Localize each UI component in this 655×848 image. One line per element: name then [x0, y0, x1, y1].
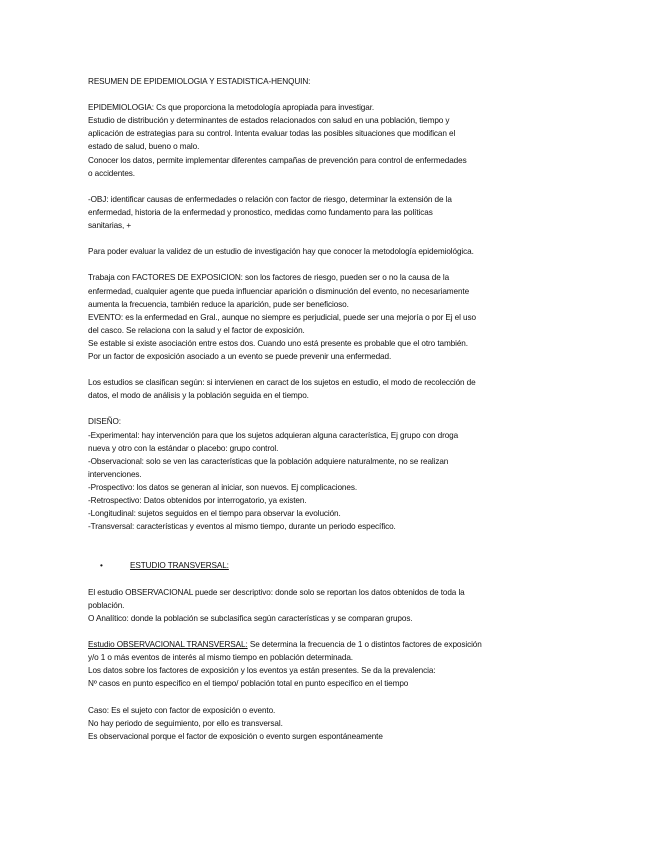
text-line: [88, 638, 578, 651]
text-line: [88, 677, 578, 690]
text-line: [88, 481, 578, 494]
underlined-heading: ESTUDIO TRANSVERSAL:: [130, 561, 229, 571]
line-text: El estudio OBSERVACIONAL puede ser descriptivo: donde solo se reportan los datos obtenidos de toda la: [88, 587, 465, 597]
underlined-heading: Estudio OBSERVACIONAL TRANSVERSAL:: [88, 640, 248, 650]
text-line: [88, 114, 578, 127]
text-line: [88, 140, 578, 153]
blank-line: [88, 690, 578, 703]
line-text: del casco. Se relaciona con la salud y el factor de exposición.: [88, 325, 305, 335]
text-line: [88, 442, 578, 455]
text-line: [88, 730, 578, 743]
line-text: datos, el modo de análisis y la población seguida en el tiempo.: [88, 391, 309, 401]
line-text: Por un factor de exposición asociado a un evento se puede prevenir una enfermedad.: [88, 351, 392, 361]
line-text: enfermedad, cualquier agente que pueda influenciar aparición o disminución del evento, no necesariamente: [88, 286, 470, 296]
line-text: Estudio de distribución y determinantes de estados relacionados con salud en una población, tiempo y: [88, 116, 450, 126]
text-line: [88, 612, 578, 625]
text-line: [88, 717, 578, 730]
blank-line: [88, 546, 578, 559]
line-text: No hay periodo de seguimiento, por ello es transversal.: [88, 718, 283, 728]
blank-line: [88, 533, 578, 546]
text-line: [88, 193, 578, 206]
text-line: [88, 127, 578, 140]
text-line: [88, 245, 578, 258]
text-line: [88, 586, 578, 599]
text-line: [88, 704, 578, 717]
text-line: [88, 559, 578, 572]
text-line: [88, 520, 578, 533]
text-line: [88, 337, 578, 350]
line-text: Para poder evaluar la validez de un estudio de investigación hay que conocer la metodología epidemiológica.: [88, 247, 474, 257]
text-line: [88, 389, 578, 402]
blank-line: [88, 573, 578, 586]
blank-line: [88, 180, 578, 193]
text-line: [88, 154, 578, 167]
text-line: [88, 455, 578, 468]
line-text: Conocer los datos, permite implementar diferentes campañas de prevención para control de enfermedades: [88, 155, 467, 165]
blank-line: [88, 258, 578, 271]
line-text: EVENTO: es la enfermedad en Gral., aunque no siempre es perjudicial, puede ser una mejoría o por Ej el uso: [88, 312, 476, 322]
document-page: [88, 75, 578, 743]
line-text: nueva y otro con la estándar o placebo: grupo control.: [88, 443, 279, 453]
line-text: enfermedad, historia de la enfermedad y pronostico, medidas como fundamento para las políticas: [88, 207, 433, 217]
line-text: -OBJ: identificar causas de enfermedades o relación con factor de riesgo, determinar la extensión de la: [88, 194, 452, 204]
line-text: DISEÑO:: [88, 417, 121, 427]
text-line: [88, 167, 578, 180]
text-line: [88, 494, 578, 507]
text-line: [88, 350, 578, 363]
bullet-icon: •: [100, 561, 103, 571]
line-text: Los datos sobre los factores de exposición y los eventos ya están presentes. Se da la prevalencia:: [88, 666, 436, 676]
line-text: Nº casos en punto especifico en el tiempo/ población total en punto especifico en el tiempo: [88, 679, 409, 689]
line-text: RESUMEN DE EPIDEMIOLOGIA Y ESTADISTICA-HENQUIN:: [88, 77, 311, 86]
line-text: estado de salud, bueno o malo.: [88, 142, 200, 152]
line-text: -Transversal: características y eventos al mismo tiempo, durante un periodo específico.: [88, 522, 396, 532]
text-line: [88, 415, 578, 428]
line-text: sanitarias, +: [88, 221, 132, 231]
line-text: -Retrospectivo: Datos obtenidos por interrogatorio, ya existen.: [88, 496, 307, 505]
blank-line: [88, 363, 578, 376]
line-text: EPIDEMIOLOGIA: Cs que proporciona la metodología apropiada para investigar.: [88, 103, 375, 113]
text-line: [88, 507, 578, 520]
text-line: [88, 285, 578, 298]
text-line: [88, 664, 578, 677]
line-text: Caso: Es el sujeto con factor de exposición o evento.: [88, 705, 276, 715]
text-line: [88, 599, 578, 612]
text-line: [88, 376, 578, 389]
text-line: [88, 206, 578, 219]
line-text: población.: [88, 600, 125, 610]
text-line: [88, 429, 578, 442]
line-text: intervenciones.: [88, 469, 142, 479]
line-text: aumenta la frecuencia, también reduce la aparición, pude ser beneficioso.: [88, 299, 349, 309]
line-text: y/o 1 o más eventos de interés al mismo tiempo en población determinada.: [88, 653, 353, 663]
line-text: Trabaja con FACTORES DE EXPOSICION: son los factores de riesgo, pueden ser o no la causa de la: [88, 273, 450, 283]
blank-line: [88, 88, 578, 101]
text-line: [88, 311, 578, 324]
blank-line: [88, 402, 578, 415]
text-line: [88, 271, 578, 284]
line-text: -Longitudinal: sujetos seguidos en el tiempo para observar la evolución.: [88, 509, 341, 519]
text-line: [88, 651, 578, 664]
line-text: -Experimental: hay intervención para que los sujetos adquieran alguna característica, Ej grupo con droga: [88, 430, 459, 440]
line-text: o accidentes.: [88, 168, 135, 178]
line-text: Es observacional porque el factor de exposición o evento surgen espontáneamente: [88, 731, 383, 741]
line-text: Se estable si existe asociación entre estos dos. Cuando uno está presente es probable que el otro también.: [88, 338, 468, 348]
line-text: O Analítico: donde la población se subclasifica según características y se comparan grupos.: [88, 613, 413, 623]
text-line: [88, 324, 578, 337]
line-text: Los estudios se clasifican según: si intervienen en caract de los sujetos en estudio, el modo de recolección de: [88, 378, 476, 388]
text-line: [88, 219, 578, 232]
line-text: aplicación de estrategias para su control. Intenta evaluar todas las posibles situaciones que modifican el: [88, 129, 456, 139]
line-text: -Prospectivo: los datos se generan al iniciar, son nuevos. Ej complicaciones.: [88, 482, 357, 492]
line-text: Se determina la frecuencia de 1 o distintos factores de exposición: [247, 640, 482, 650]
blank-line: [88, 625, 578, 638]
text-line: [88, 298, 578, 311]
line-text: -Observacional: solo se ven las características que la población adquiere naturalmente, no se realizan: [88, 456, 449, 466]
text-line: [88, 75, 578, 88]
text-line: [88, 101, 578, 114]
blank-line: [88, 232, 578, 245]
text-line: [88, 468, 578, 481]
